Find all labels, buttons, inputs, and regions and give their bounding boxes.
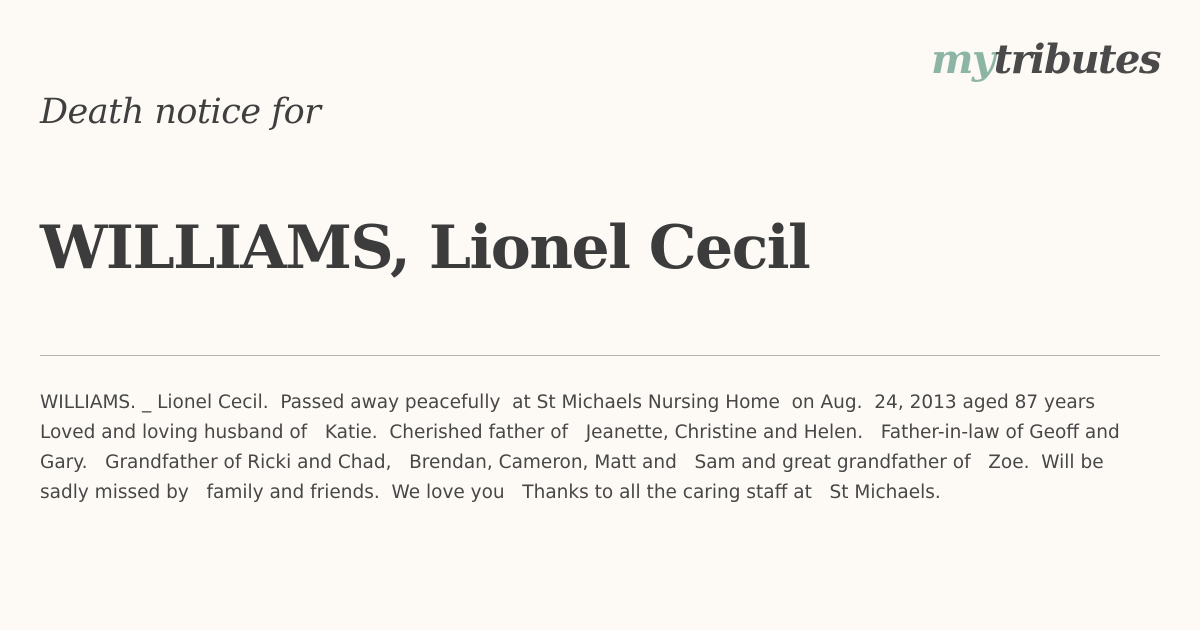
divider [40, 355, 1160, 356]
logo-tributes: tributes [993, 36, 1160, 83]
notice-kicker: Death notice for [40, 92, 321, 132]
deceased-name: WILLIAMS, Lionel Cecil [40, 213, 810, 283]
mytributes-logo [931, 36, 1160, 84]
logo-my: my [931, 36, 994, 83]
notice-body: WILLIAMS. _ Lionel Cecil. Passed away peacefully at St Michaels Nursing Home on Aug. 24, 2013 aged 87 years Loved and loving husband of Katie. Cherished father of Jeanette, Christine and Helen. Father-in-law of Geoff and Gary. Grandfather of Ricki and Chad, Brendan, Cameron, Matt and Sam and great grandfather of Zoe. Will be sadly missed by family and friends. We love you Thanks to all the caring staff at St Michaels. [40, 392, 1126, 503]
